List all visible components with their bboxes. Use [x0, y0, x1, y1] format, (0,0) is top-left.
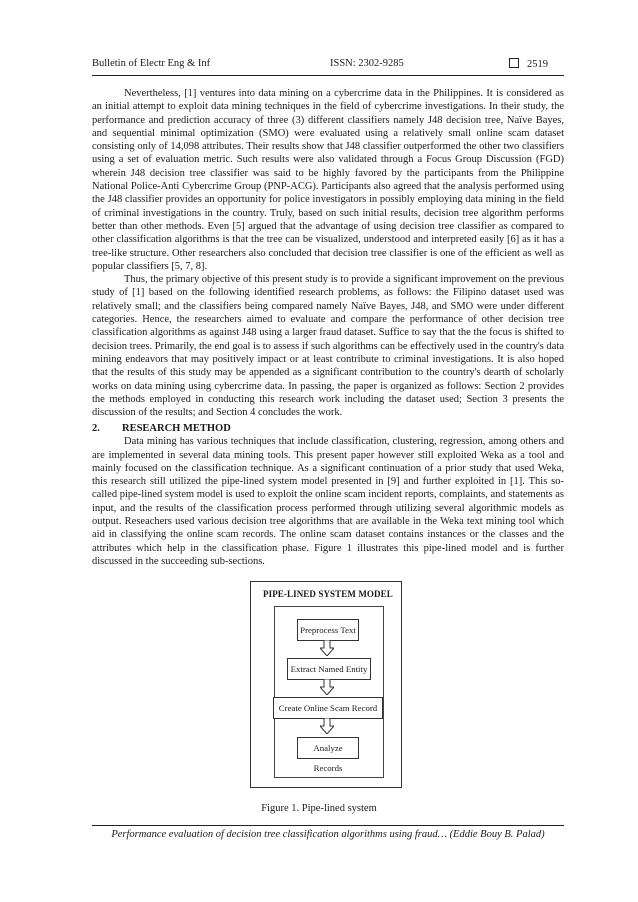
pipeline-frame: [274, 606, 384, 778]
issn: ISSN: 2302-9285: [330, 58, 404, 69]
section-heading: [92, 422, 564, 435]
down-arrow-icon: [320, 718, 334, 734]
page-number-group: [509, 58, 548, 70]
body-text: [92, 87, 564, 419]
page-number: 2519: [527, 59, 548, 70]
paragraph-1: Nevertheless, [1] ventures into data mining on a cybercrime data in the Philippines. It is considered as an initial attempt to exploit data mining techniques in the field of cybercrime investigations. In their study, the performance and prediction accuracy of three (3) different classifiers namely J48 decision tree, Naïve Bayes, and sequential minimal optimization (SMO) were evaluated using a relatively small online scam dataset consisting only of 14,098 attributes. Their results show that J48 classifier outperformed the other two classifiers using a set of evaluation metric. Such results were also validated through a Focus Group Discussion (FGD) wherein J48 decision tree classifier was said to be highly favored by the participants from the Philippine National Police-Anti Cybercrime Group (PNP-ACG). Participants also agreed that the analysis performed using the J48 classifier provides an opportunity for police investigators in possibly employing data mining in the field of criminal investigations in the country. Truly, based on such initial results, decision tree algorithm performs better than other methods. Even [5] argued that the advantage of using decision tree classifier as compared to other classification algorithms is that the tree can be visualized, understood and interpreted easily [6] as it has a tree-like structure. Other researchers also concluded that decision tree classifier is one of the efficient as well as popular classifiers [5, 7, 8].: [92, 88, 564, 272]
section-number: 2.: [92, 423, 100, 434]
pipeline-step-preprocess: Preprocess Text: [297, 619, 359, 641]
header-rule: [92, 75, 564, 76]
paragraph-2: Thus, the primary objective of this present study is to provide a significant improvement on the previous study of [1] based on the following identified research problems, as follows: the Filipino dataset used was relatively small; and the classifiers being compared namely Naïve Bayes, J48, and SMO were under different categories. Hence, the researchers aimed to evaluate and compare the performance of other decision tree classification algorithms as against J48 using a larger fraud dataset. Suffice to say that the the focus is shifted to decision trees. Primarily, the end goal is to assess if such algorithms can be effectively used in the country's data mining endeavors that may positively impact or at least contribute to criminal investigations. It is also hoped that the results of this study may be appended as a significant contribution to the country's dearth of scholarly works on data mining using cybercrime data. In passing, the paper is organized as follows: Section 2 provides the methods employed in conducting this research work including the dataset used; Section 3 presents the discussion of the results; and Section 4 concludes the work.: [92, 274, 564, 419]
figure-caption: Figure 1. Pipe-lined system: [261, 803, 377, 814]
square-icon: [509, 58, 519, 68]
pipeline-step-analyze: Analyze Records: [297, 737, 359, 759]
pipeline-step-extract: Extract Named Entity: [287, 658, 371, 680]
section-title: RESEARCH METHOD: [122, 423, 231, 434]
running-footer: Performance evaluation of decision tree classification algorithms using fraud… (Eddie Bouy B. Palad): [111, 829, 545, 840]
section-research-method: [92, 422, 564, 568]
footer-rule: [92, 825, 564, 826]
journal-name: Bulletin of Electr Eng & Inf: [92, 58, 211, 69]
down-arrow-icon: [320, 640, 334, 656]
down-arrow-icon: [320, 679, 334, 695]
section-paragraph: Data mining has various techniques that include classification, clustering, regression, among others and are implemented in several data mining tools. This present paper however still exploited Weka as a tool and mainly focused on the classification technique. As a significant continuation of a prior study that used Weka, this research still utilized the pipe-lined system model presented in [9] and further exploited in [1]. This so-called pipe-lined system model is used to exploit the online scam incident reports, complaints, and statements as input, and the results of the classification process performed through utilizing several algorithmic models as output. Reseachers used various decision tree algorithms that are available in the Weka text mining tool which aid in classifying the online scam records. The online scam dataset contains instances or the classes and the attributes which help in the classification phase. Figure 1 illustrates this pipe-lined model and is further discussed in the succeeding sub-sections.: [92, 436, 564, 567]
figure-1: [250, 581, 402, 788]
pipeline-step-create-record: Create Online Scam Record: [273, 697, 383, 719]
page-header: [92, 58, 548, 76]
figure-title: PIPE-LINED SYSTEM MODEL: [263, 589, 393, 599]
